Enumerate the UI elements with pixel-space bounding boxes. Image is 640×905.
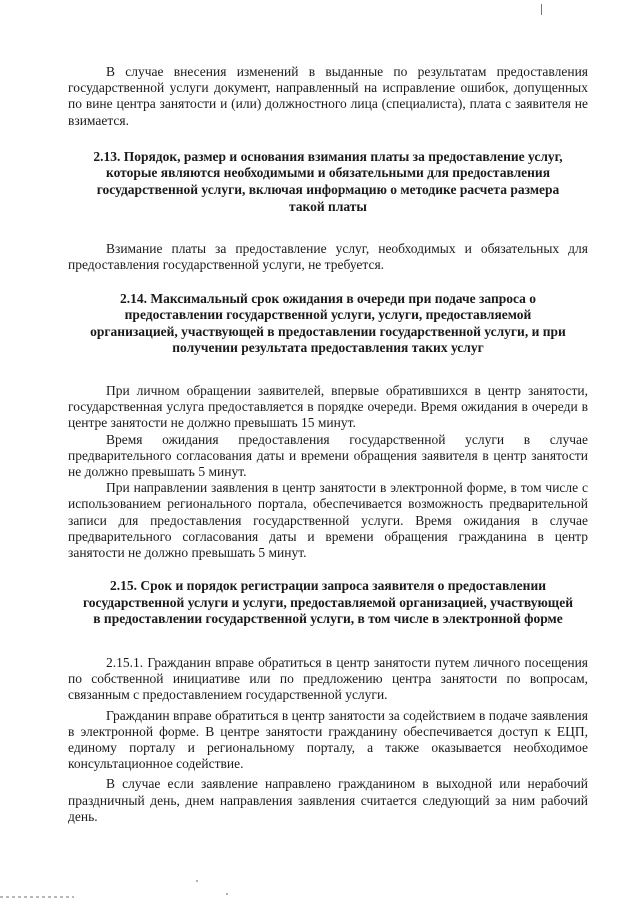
document-body (68, 64, 588, 825)
section-paragraph: Гражданин вправе обратиться в центр занятости за содействием в подаче заявления в электронной форме. В центре занятости гражданину обеспечивается доступ к ЕЦП, единому порталу и региональному порталу, а также оказывается необходимое консультационное содействие. (68, 707, 588, 772)
section-2-15 (68, 578, 588, 825)
scan-artifact-dot (226, 893, 228, 895)
section-paragraph: При личном обращении заявителей, впервые обратившихся в центр занятости, государственная услуга предоставляется в порядке очереди. Время ожидания в очереди в центре занятости не должно превышать 15 минут. (68, 382, 588, 431)
section-paragraph: В случае если заявление направлено гражданином в выходной или нерабочий праздничный день, днем направления заявления считается следующий за ним рабочий день. (68, 776, 588, 824)
section-2-13 (68, 149, 588, 274)
scan-artifact-mark (541, 4, 542, 15)
section-paragraph: Время ожидания предоставления государственной услуги в случае предварительного согласования даты и времени обращения заявителя в центр занятости не должно превышать 5 минут. (68, 431, 588, 479)
section-heading: 2.15. Срок и порядок регистрации запроса заявителя о предоставлении государственной услуги и услуги, предоставляемой организацией, участвующей в предоставлении государственной услуги, в том числе в электронной форме (83, 578, 573, 627)
scan-artifact-smudge (0, 896, 74, 898)
section-heading: 2.14. Максимальный срок ожидания в очереди при подаче запроса о предоставлении государственной услуги, услуги, предоставляемой организацией, участвующей в предоставлении государственной услуги, и при получении результата предоставления таких услуг (90, 290, 566, 356)
intro-paragraph: В случае внесения изменений в выданные по результатам предоставления государственной услуги документ, направленный на исправление ошибок, допущенных по вине центра занятости и (или) должностного лица (специалиста), плата с заявителя не взимается. (68, 64, 588, 128)
section-heading: 2.13. Порядок, размер и основания взимания платы за предоставление услуг, которые являются необходимыми и обязательными для предоставления государственной услуги, включая информацию о методике расчета размера такой платы (93, 148, 563, 214)
section-paragraph: 2.15.1. Гражданин вправе обратиться в центр занятости путем личного посещения по собственной инициативе или по предложению центра занятости по вопросам, связанным с предоставлением государственной услуги. (68, 654, 588, 703)
scan-artifact-dot (196, 880, 198, 882)
section-paragraph: Взимание платы за предоставление услуг, необходимых и обязательных для предоставления государственной услуги, не требуется. (68, 241, 588, 273)
section-paragraph: При направлении заявления в центр занятости в электронной форме, в том числе с использованием регионального портала, обеспечивается возможность предварительной записи для предоставления государственной услуги. Время ожидания в случае предварительного согласования даты и времени обращения гражданина в центр занятости не должно превышать 5 минут. (68, 480, 588, 560)
section-2-14 (68, 291, 588, 562)
